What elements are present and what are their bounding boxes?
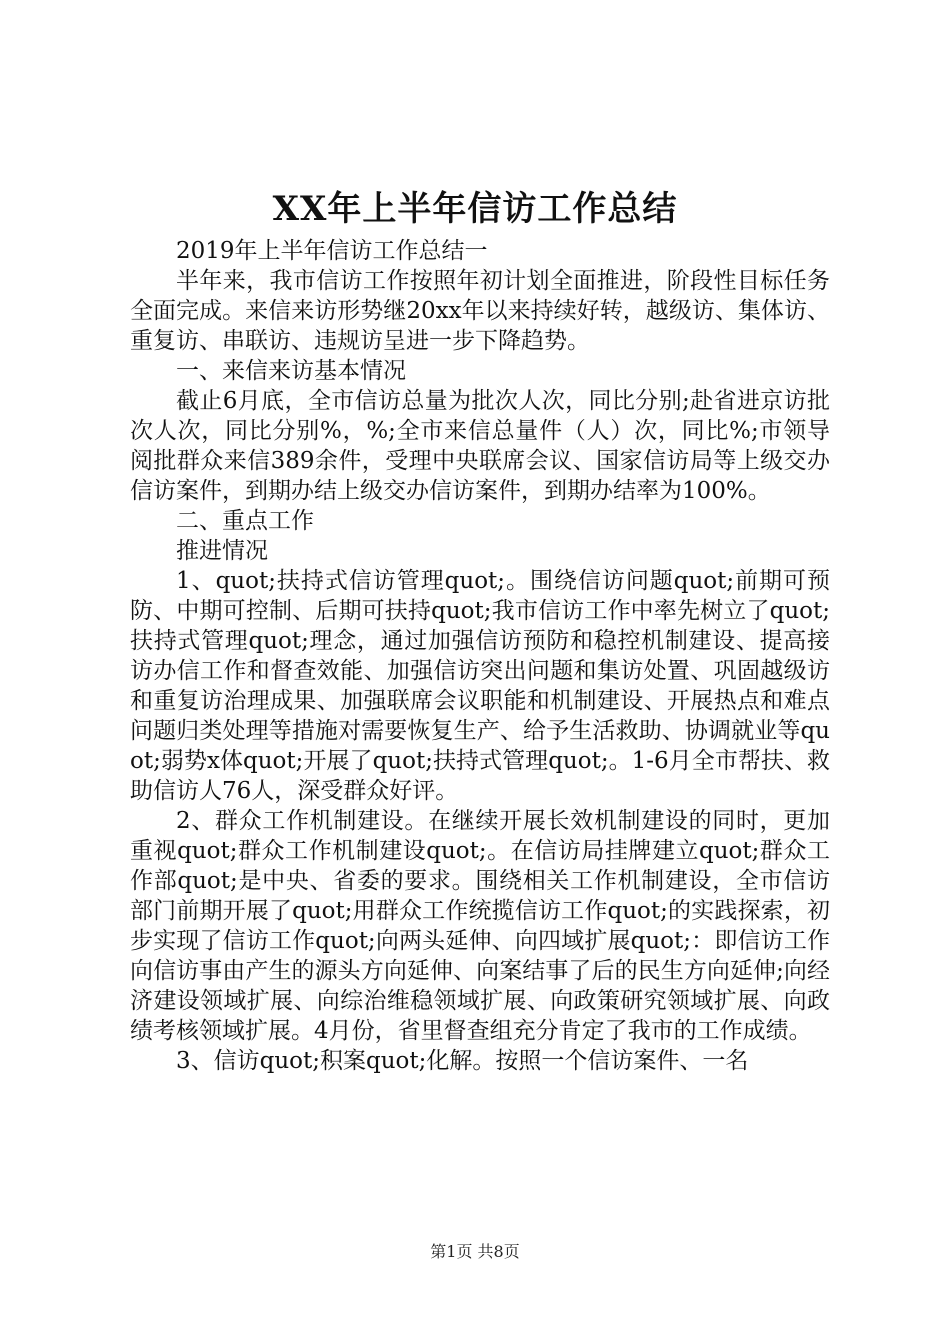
document-body (130, 236, 830, 1076)
paragraph-item-3: 3、信访quot;积案quot;化解。按照一个信访案件、一名 (176, 1048, 749, 1074)
paragraph-subtitle: 2019年上半年信访工作总结一 (176, 238, 488, 264)
page-footer: 第1页 共8页 (430, 1242, 520, 1261)
document-title: XX年上半年信访工作总结 (272, 189, 678, 229)
paragraph-intro: 半年来，我市信访工作按照年初计划全面推进，阶段性目标任务全面完成。来信来访形势继20xx年以来持续好转，越级访、集体访、重复访、串联访、违规访呈进一步下降趋势。 (130, 268, 830, 354)
paragraph-item-2: 2、群众工作机制建设。在继续开展长效机制建设的同时，更加重视quot;群众工作机制建设quot;。在信访局挂牌建立quot;群众工作部quot;是中央、省委的要求。围绕相关工作机制建设，全市信访部门前期开展了quot;用群众工作统揽信访工作quot;的实践探索，初步实现了信访工作quot;向两头延伸、向四域扩展quot;：即信访工作向信访事由产生的源头方向延伸、向案结事了后的民生方向延伸;向经济建设领域扩展、向综治维稳领域扩展、向政策研究领域扩展、向政绩考核领域扩展。4月份，省里督查组充分肯定了我市的工作成绩。 (130, 808, 830, 1044)
section-heading-1: 一、来信来访基本情况 (176, 358, 406, 384)
paragraph-statistics: 截止6月底，全市信访总量为批次人次，同比分别;赴省进京访批次人次，同比分别%，%;全市来信总量件（人）次，同比%;市领导阅批群众来信389余件，受理中央联席会议、国家信访局等上级交办信访案件，到期办结上级交办信访案件，到期办结率为100%。 (130, 388, 830, 504)
subsection-heading: 推进情况 (176, 538, 268, 564)
section-heading-2: 二、重点工作 (176, 508, 314, 534)
paragraph-item-1: 1、quot;扶持式信访管理quot;。围绕信访问题quot;前期可预防、中期可控制、后期可扶持quot;我市信访工作中率先树立了quot;扶持式管理quot;理念，通过加强信访预防和稳控机制建设、提高接访办信工作和督查效能、加强信访突出问题和集访处置、巩固越级访和重复访治理成果、加强联席会议职能和机制建设、开展热点和难点问题归类处理等措施对需要恢复生产、给予生活救助、协调就业等quot;弱势x体quot;开展了quot;扶持式管理quot;。1-6月全市帮扶、救助信访人76人，深受群众好评。 (130, 568, 830, 804)
